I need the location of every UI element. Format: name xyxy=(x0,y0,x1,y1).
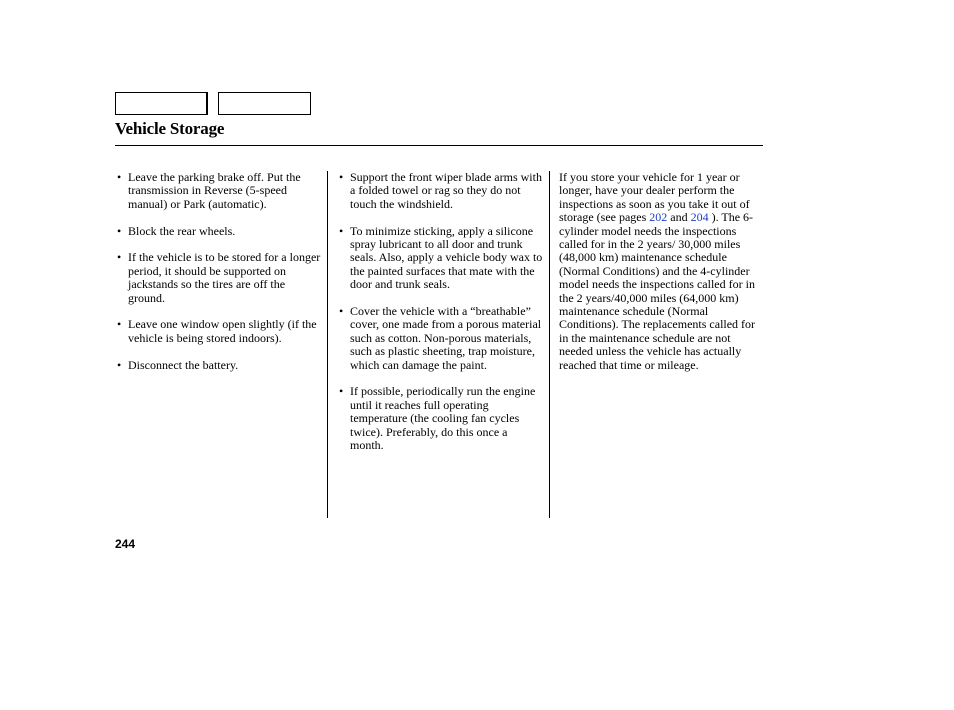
list-item xyxy=(339,225,544,292)
bullet-icon: • xyxy=(339,304,344,319)
paragraph-text-start: If you store your vehicle for 1 year or longer, have your dealer perform the inspections as soon as you take it out of storage (see pages xyxy=(559,170,750,225)
list-item xyxy=(117,318,322,345)
inspection-paragraph xyxy=(559,171,765,372)
list-item xyxy=(117,225,322,238)
column-1 xyxy=(117,171,322,385)
list-item-text: If possible, periodically run the engine until it reaches full operating temperature (the cooling fan cycles twice). Preferably, do this once a month. xyxy=(350,384,536,453)
paragraph-text-end: ). The 6-cylinder model needs the inspections called for in the 2 years/ 30,000 miles (48,000 km) maintenance schedule (Normal Conditions) and the 4-cylinder model needs the inspections called for in the 2 years/40,000 miles (64,000 km) maintenance schedule (Normal Conditions). The replacements called for in the maintenance schedule are not needed unless the vehicle has actually reached that time or mileage. xyxy=(559,210,756,372)
list-item-text: Support the front wiper blade arms with a folded towel or rag so they do not touch the windshield. xyxy=(350,170,542,211)
page-link-204[interactable]: 204 xyxy=(690,210,709,225)
list-item xyxy=(339,385,544,452)
list-item xyxy=(339,305,544,372)
list-item-text: Cover the vehicle with a “breathable” cover, one made from a porous material such as cotton. Non-porous materials, such as plastic sheeting, trap moisture, which can damage the paint. xyxy=(350,304,542,372)
column-2 xyxy=(339,171,544,466)
list-item xyxy=(117,251,322,305)
list-item-text: Disconnect the battery. xyxy=(128,357,239,372)
bullet-icon: • xyxy=(339,223,344,238)
column-3 xyxy=(559,171,765,372)
paragraph-text-and: and xyxy=(667,210,691,225)
main-menu-button[interactable] xyxy=(115,92,208,115)
bullet-icon: • xyxy=(117,317,122,332)
storage-steps-list-2 xyxy=(339,171,544,452)
page-link-202[interactable]: 202 xyxy=(649,210,668,225)
storage-steps-list-1 xyxy=(117,171,322,372)
bullet-icon: • xyxy=(117,357,122,372)
list-item-text: If the vehicle is to be stored for a longer period, it should be supported on jackstands so the tires are off the ground. xyxy=(128,250,321,305)
list-item-text: Leave the parking brake off. Put the transmission in Reverse (5-speed manual) or Park (automatic). xyxy=(128,170,301,211)
index-button[interactable] xyxy=(218,92,311,115)
list-item-text: Block the rear wheels. xyxy=(128,223,236,238)
title-divider xyxy=(115,145,763,146)
list-item xyxy=(117,359,322,372)
page-number: 244 xyxy=(115,537,136,551)
list-item xyxy=(117,171,322,211)
bullet-icon: • xyxy=(339,170,344,184)
column-divider xyxy=(327,171,328,518)
list-item-text: To minimize sticking, apply a silicone spray lubricant to all door and trunk seals. Also, apply a vehicle body wax to the painted surfaces that mate with the door and trunk seals. xyxy=(350,223,543,292)
bullet-icon: • xyxy=(117,170,122,184)
list-item xyxy=(339,171,544,211)
page-title: Vehicle Storage xyxy=(115,119,225,138)
bullet-icon: • xyxy=(117,223,122,238)
bullet-icon: • xyxy=(339,384,344,399)
list-item-text: Leave one window open slightly (if the vehicle is being stored indoors). xyxy=(128,317,317,345)
bullet-icon: • xyxy=(117,250,122,265)
column-divider xyxy=(549,171,550,518)
